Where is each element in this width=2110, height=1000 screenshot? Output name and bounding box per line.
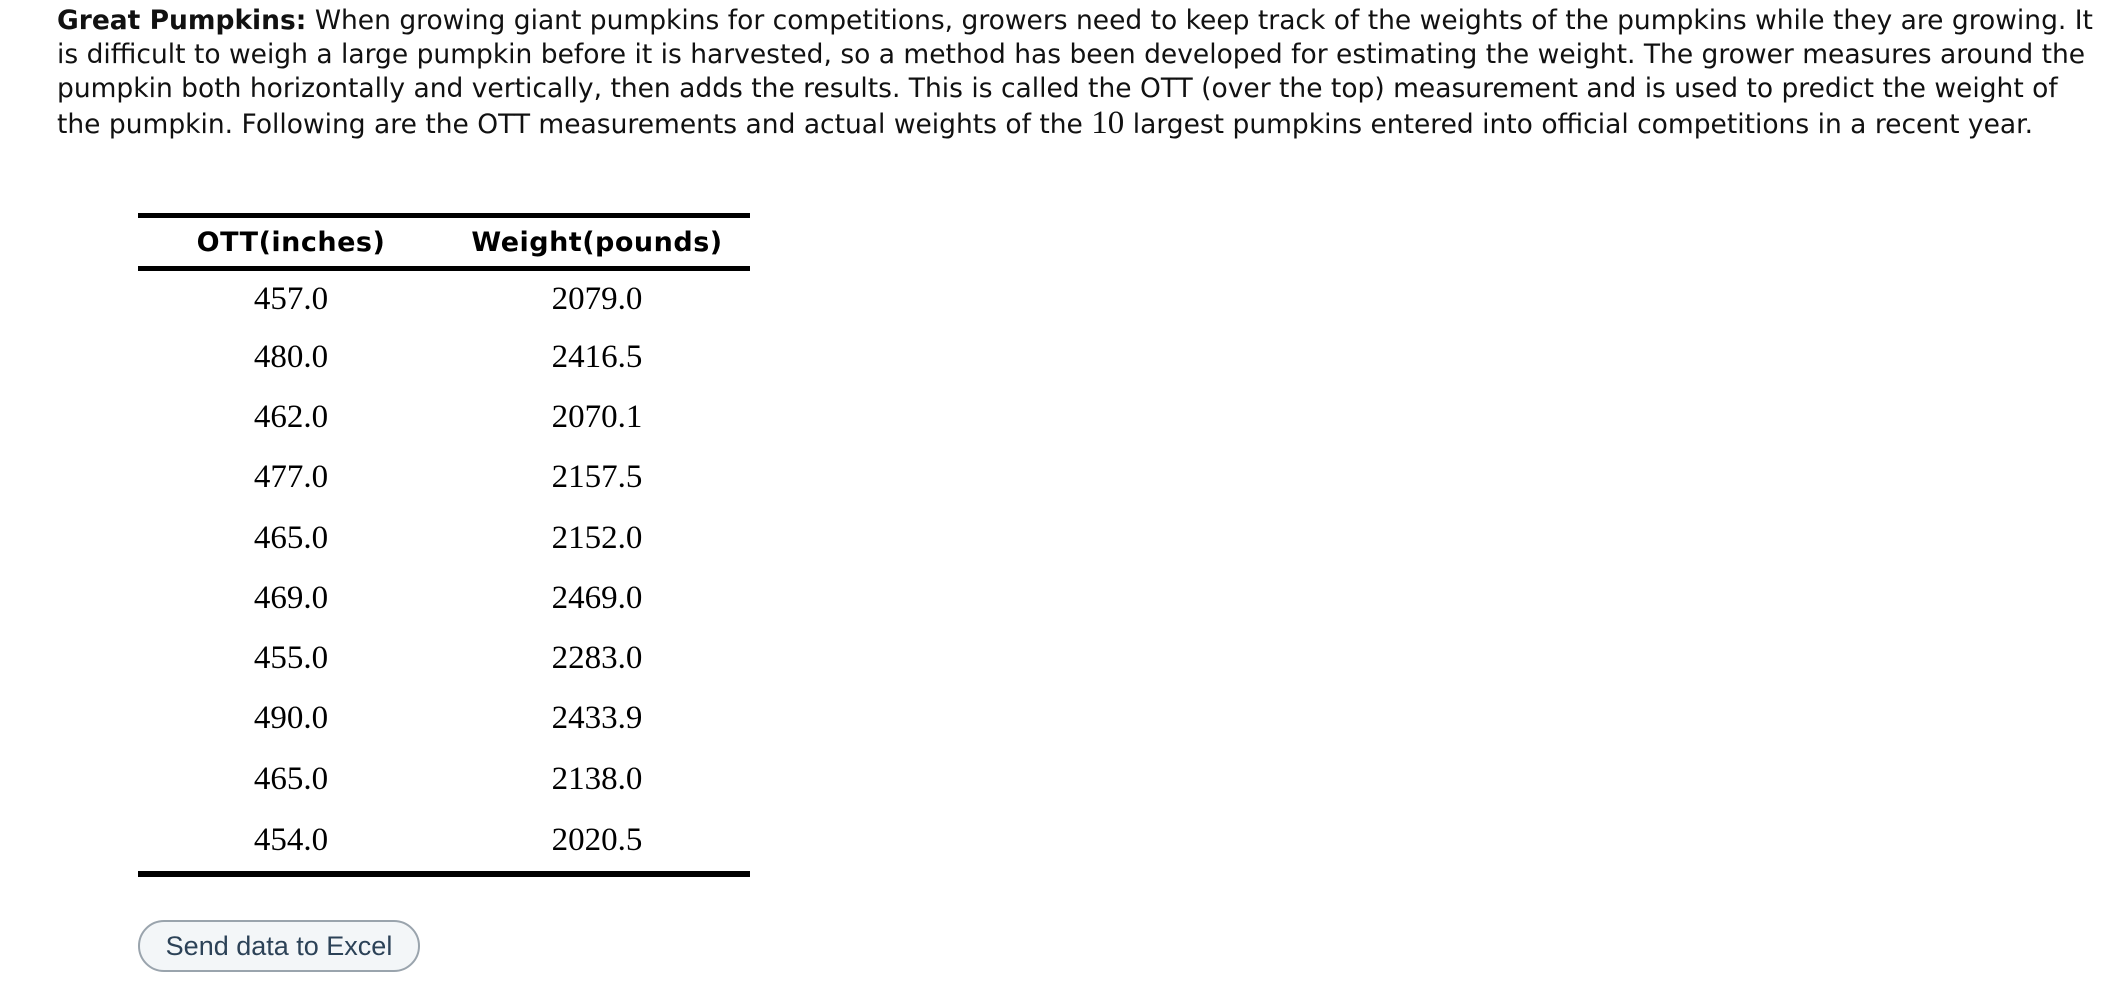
column-header-weight: Weight(pounds) (471, 226, 723, 258)
table-row (138, 568, 750, 628)
table-row (138, 269, 750, 328)
problem-title: Great Pumpkins: (57, 5, 307, 36)
cell-ott: 465.0 (253, 519, 329, 556)
table-row (138, 689, 750, 749)
table-row (138, 327, 750, 387)
cell-weight: 2138.0 (551, 760, 643, 797)
cell-ott: 455.0 (253, 640, 329, 677)
cell-ott: 454.0 (253, 821, 329, 858)
problem-text-part2: largest pumpkins entered into official competitions in a recent year. (1124, 109, 2034, 140)
cell-ott: 462.0 (253, 398, 329, 435)
cell-weight: 2157.5 (551, 459, 643, 496)
cell-ott: 457.0 (253, 280, 329, 317)
cell-ott: 465.0 (253, 760, 329, 797)
table-header (138, 216, 750, 269)
cell-ott: 477.0 (253, 459, 329, 496)
table-row (138, 448, 750, 508)
cell-weight: 2433.9 (551, 700, 643, 737)
cell-weight: 2079.0 (551, 280, 643, 317)
table-row (138, 809, 750, 874)
pumpkin-data-table (138, 213, 750, 877)
table-row (138, 749, 750, 809)
table-row (138, 628, 750, 688)
table-row (138, 387, 750, 447)
cell-ott: 490.0 (253, 700, 329, 737)
problem-count: 10 (1091, 105, 1125, 141)
cell-weight: 2469.0 (551, 579, 643, 616)
table-body (138, 269, 750, 875)
send-data-to-excel-button[interactable]: Send data to Excel (138, 920, 420, 972)
cell-weight: 2283.0 (551, 640, 643, 677)
column-header-ott: OTT(inches) (196, 226, 386, 258)
cell-ott: 469.0 (253, 579, 329, 616)
table-header-row (138, 216, 750, 269)
cell-weight: 2416.5 (551, 338, 643, 375)
cell-weight: 2152.0 (551, 519, 643, 556)
cell-ott: 480.0 (253, 338, 329, 375)
problem-statement (57, 4, 2097, 142)
problem-text-part1: When growing giant pumpkins for competitions, growers need to keep track of the weights of the pumpkins while they are growing. It is difficult to weigh a large pumpkin before it is harvested, so a method has been developed for estimating the weight. The grower measures around the pumpkin both horizontally and vertically, then adds the results. This is called the OTT (over the top) measurement and is used to predict the weight of the pumpkin. Following are the OTT measurements and actual weights of the (57, 5, 2093, 140)
table-row (138, 508, 750, 568)
cell-weight: 2020.5 (551, 821, 643, 858)
cell-weight: 2070.1 (551, 398, 643, 435)
